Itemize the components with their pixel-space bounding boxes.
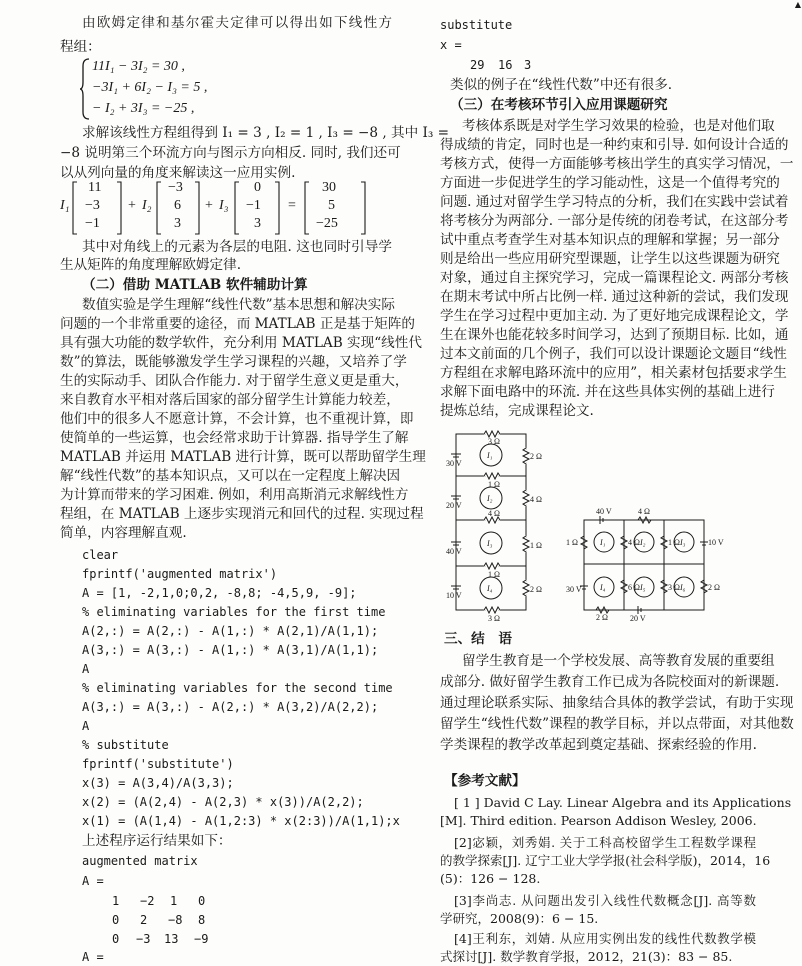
resistor-label: 3 Ω xyxy=(488,614,500,622)
voltage-label: 40 V xyxy=(446,547,462,556)
reference-line: 的教学探索[J]. 辽宁工业大学学报(社会科学版)，2014，16 xyxy=(440,853,771,868)
voltage-label: 20 V xyxy=(446,501,462,510)
left-brace xyxy=(80,58,90,120)
code-line: A xyxy=(82,719,90,733)
reference-line: [4]王利东，刘婧. 从应用实例出发的线性代数教学模 xyxy=(454,931,756,946)
resistor-label: 1 Ω xyxy=(530,541,542,550)
equals-sign: = xyxy=(288,198,296,213)
vector-cell: 6 xyxy=(174,198,181,213)
code-line: x(2) = (A(2,4) - A(2,3) * x(3))/A(2,2); xyxy=(82,795,364,809)
vector-cell: −25 xyxy=(316,216,338,231)
output-label: A = xyxy=(82,874,104,888)
coef-i3: I₃ xyxy=(219,198,229,213)
voltage-label: 30 V xyxy=(446,459,462,468)
resistor-label: 1 Ω xyxy=(488,480,500,489)
voltage-label: 40 V xyxy=(596,507,612,516)
loop-current-label: I₁ xyxy=(600,538,606,547)
resistor-label: 6 Ω xyxy=(628,583,640,592)
coef-i2: I₂ xyxy=(142,198,152,213)
loop-current-label: I₂ xyxy=(487,494,493,503)
paragraph-line: 过本文前面的几个例子，我们可以设计课题论文题目“线性 xyxy=(440,346,787,362)
paragraph-line: 考核体系既是对学生学习效果的检验，也是对他们取 xyxy=(462,118,775,134)
code-line: x(3) = A(3,4)/A(3,3); xyxy=(82,776,234,790)
output-label: augmented matrix xyxy=(82,854,198,868)
voltage-label: 20 V xyxy=(630,614,646,622)
paragraph-line: 方程组在求解电路环流中的应用”，相关素材包括要求学生 xyxy=(440,365,787,381)
resistor-label: 2 Ω xyxy=(708,583,720,592)
paragraph-line: 留学生教育是一个学校发展、高等教育发展的重要组 xyxy=(462,653,775,669)
paragraph-line: 则是给出一些应用研究型课题，让学生以这些课题为研究 xyxy=(440,251,780,267)
voltage-label: 30 V xyxy=(566,585,582,594)
code-line: A(2,:) = A(2,:) - A(1,:) * A(2,1)/A(1,1); xyxy=(82,624,379,638)
circuit-diagram-ladder xyxy=(446,426,550,622)
matrix-cell: 8 xyxy=(198,913,206,927)
paragraph-line: 来自教育水平相对落后国家的部分留学生计算能力较差， xyxy=(60,392,400,408)
section-heading: （三）在考核环节引入应用课题研究 xyxy=(450,97,668,113)
voltage-label: 10 V xyxy=(446,591,462,600)
x-value: 29 xyxy=(470,58,485,72)
resistor-label: 4 Ω xyxy=(530,495,542,504)
matrix-cell: 0 xyxy=(112,932,120,946)
vector-cell: 5 xyxy=(328,198,335,213)
paragraph-line: 生的实际动手、团队合作能力. 对于留学生意义更是重大， xyxy=(60,373,409,389)
resistor-label: 1 Ω xyxy=(668,538,680,547)
paragraph-line: 求解下面电路中的环流. 并在这些具体实例的基础上进行 xyxy=(440,384,775,400)
resistor-label: 4 Ω xyxy=(488,509,500,518)
loop-current-label: I₂ xyxy=(640,538,646,547)
code-line: x(1) = (A(1,4) - A(1,2:3) * x(2:3))/A(1,1);x xyxy=(82,814,400,828)
paragraph-line: 得成绩的肯定，同时也是一种约束和引导. 如何设计合适的 xyxy=(440,137,789,153)
vector-equation: I₁ 11 −3 −1 + I₂ −3 6 3 + I₃ 0 −1 3 = 30 5 −25 xyxy=(60,180,392,236)
circuit-diagram-grid xyxy=(566,506,726,622)
paragraph-line: 为计算而带来的学习困难. 例如，利用高斯消元求解线性方 xyxy=(60,487,409,503)
resistor-label: 3 Ω xyxy=(668,583,680,592)
vertical-scrollbar[interactable] xyxy=(794,0,802,966)
equation-3: − I₂ + 3I₃ = −25 , xyxy=(92,101,195,116)
code-line: A = [1, -2,1,0;0,2, -8,8; -4,5,9, -9]; xyxy=(82,586,357,600)
references-title: 【参考文献】 xyxy=(444,773,526,789)
matrix-cell: 2 xyxy=(140,913,148,927)
resistor-label: 3 Ω xyxy=(488,437,500,446)
vector-cell: −3 xyxy=(168,180,183,195)
resistor-label: 4 Ω xyxy=(628,538,640,547)
resistor-label: 2 Ω xyxy=(596,613,608,622)
paragraph-line: 考核方式，使得一方面能够考核出学生的真实学习情况，一 xyxy=(440,156,794,172)
reference-line: 学研究，2008(9)：6 − 15. xyxy=(440,911,599,926)
reference-line: [2]宓颖，刘秀娟. 关于工科高校留学生工程数学课程 xyxy=(454,835,756,850)
paragraph-line: 简单，内容理解直观. xyxy=(60,525,187,541)
equation-1: 11I₁ − 3I₂ = 30 , xyxy=(92,59,185,74)
code-line: fprintf('augmented matrix') xyxy=(82,567,278,581)
code-line: % substitute xyxy=(82,738,169,752)
loop-current-label: I₄ xyxy=(487,584,493,593)
section-heading: 三、结 语 xyxy=(444,631,512,647)
code-line: A xyxy=(82,662,90,676)
resistor-label: 1 Ω xyxy=(488,570,500,579)
reference-line: [3]李尚志. 从问题出发引入线性代数概念[J]. 高等数 xyxy=(454,893,756,908)
paragraph-line: 以从列向量的角度来解读这一应用实例. xyxy=(60,165,296,181)
resistor-label: 2 Ω xyxy=(530,585,542,594)
matrix-cell: −8 xyxy=(168,913,183,927)
paragraph-line: 解“线性代数”的基本知识点，又可以在一定程度上解决因 xyxy=(60,468,401,484)
paragraph-line: 程组，在 MATLAB 上逐步实现消元和回代的过程. 实现过程 xyxy=(60,506,424,522)
matrix-cell: 13 xyxy=(164,932,179,946)
paragraph-line: 数”的算法，既能够激发学生学习课程的兴趣，又培养了学 xyxy=(60,354,407,370)
paragraph-line: 方面进一步促进学生的学习能动性，这是一个值得考究的 xyxy=(440,175,780,191)
loop-current-label: I₃ xyxy=(487,539,493,548)
paragraph-line: 对象，通过自主探究学习，完成一篇课程论文. 两部分考核 xyxy=(440,270,789,286)
equation-system xyxy=(80,58,280,120)
vector-cell: 3 xyxy=(254,216,261,231)
output-label: substitute xyxy=(440,18,513,32)
code-line: % eliminating variables for the first time xyxy=(82,605,386,619)
reference-line: [M]. Third edition. Pearson Addison Wesley, 2006. xyxy=(440,813,757,828)
coef-i1: I₁ xyxy=(60,198,70,213)
paragraph-line: 类似的例子在“线性代数”中还有很多. xyxy=(450,77,673,93)
vector-cell: 30 xyxy=(322,180,336,195)
code-line: clear xyxy=(82,548,119,562)
scroll-up-arrow-icon[interactable]: ▲ xyxy=(794,0,801,9)
vector-cell: 0 xyxy=(254,180,261,195)
paragraph-line: 其中对角线上的元素为各层的电阻. 这也同时引导学 xyxy=(82,239,392,255)
paragraph-line: 将考核分为两部分. 一部分是传统的闭卷考试，在这部分考 xyxy=(440,213,789,229)
matrix-cell: 1 xyxy=(170,894,178,908)
paragraph-line: 他们中的很多人不愿意计算，不会计算，也不重视计算，即 xyxy=(60,411,414,427)
paragraph-line: 生从矩阵的角度理解欧姆定律. xyxy=(60,257,242,273)
equation-2: −3I₁ + 6I₂ − I₃ = 5 , xyxy=(92,80,208,95)
paragraph-line: 成部分. 做好留学生教育工作已成为各院校面对的新课题. xyxy=(440,674,780,690)
matrix-cell: 1 xyxy=(112,894,120,908)
output-label: A = xyxy=(82,950,104,964)
matrix-cell: 0 xyxy=(112,913,120,927)
paragraph-line: 留学生“线性代数”课程的教学目标，并以点带面，对其他数 xyxy=(440,716,794,732)
loop-current-label: I₃ xyxy=(680,538,686,547)
reference-line: (5)：126 − 128. xyxy=(440,871,541,886)
vector-cell: −3 xyxy=(85,198,100,213)
voltage-label: 10 V xyxy=(708,538,724,547)
vector-cell: 11 xyxy=(88,180,102,195)
code-line: A(3,:) = A(3,:) - A(1,:) * A(3,1)/A(1,1); xyxy=(82,643,379,657)
paragraph-line: 在期末考试中所占比例一样. 通过这种新的尝试，我们发现 xyxy=(440,289,789,305)
paragraph-line: 数值实验是学生理解“线性代数”基本思想和解决实际 xyxy=(82,297,395,313)
code-line: % eliminating variables for the second time xyxy=(82,681,393,695)
code-line: fprintf('substitute') xyxy=(82,757,234,771)
paragraph-line: 提炼总结，完成课程论文. xyxy=(440,403,594,419)
paragraph-line: 具有强大功能的数学软件，充分利用 MATLAB 实现“线性代 xyxy=(60,335,422,351)
x-value: 16 xyxy=(498,58,513,72)
paragraph-line: 由欧姆定律和基尔霍夫定律可以得出如下线性方 xyxy=(82,15,392,31)
paragraph-line: 学生在学习过程中更加主动. 为了更好地完成课程论文，学 xyxy=(440,308,789,324)
paragraph-line: 问题. 通过对留学生学习特点的分析，我们在实践中尝试着 xyxy=(440,194,789,210)
loop-current-label: I₆ xyxy=(680,583,686,592)
paragraph-line: 程组： xyxy=(60,39,101,55)
vector-cell: −1 xyxy=(85,216,100,231)
reference-line: 式探讨[J]. 数学教育学报，2012，21(3)：83 − 85. xyxy=(440,949,733,964)
paragraph-line: MATLAB 并运用 MATLAB 进行计算，既可以帮助留学生理 xyxy=(60,449,426,465)
x-value: 3 xyxy=(524,58,532,72)
loop-current-label: I₅ xyxy=(640,583,646,592)
paragraph-line: −8 说明第三个环流方向与图示方向相反. 同时, 我们还可 xyxy=(60,145,401,161)
section-heading: （二）借助 MATLAB 软件辅助计算 xyxy=(82,277,308,293)
paragraph-line: 通过理论联系实际、抽象结合具体的教学尝试，有助于实现 xyxy=(440,695,794,711)
paragraph-line: 生在课外也能花较多时间学习，达到了预期目标. 比如，通 xyxy=(440,327,789,343)
matrix-cell: −9 xyxy=(194,932,209,946)
resistor-label: 2 Ω xyxy=(530,452,542,461)
output-label: x = xyxy=(440,38,462,52)
resistor-label: 4 Ω xyxy=(638,507,650,516)
vector-cell: −1 xyxy=(246,198,261,213)
reference-line: [ 1 ] David C Lay. Linear Algebra and its Applications xyxy=(454,795,792,810)
paragraph-line: 问题的一个非常重要的途径，而 MATLAB 正是基于矩阵的 xyxy=(60,316,416,332)
vector-cell: 3 xyxy=(174,216,181,231)
paragraph-line: 试中重点考查学生对基本知识点的理解和掌握；另一部分 xyxy=(440,232,780,248)
paragraph-line: 上述程序运行结果如下： xyxy=(82,833,232,849)
loop-current-label: I₁ xyxy=(487,451,493,460)
matrix-cell: −2 xyxy=(140,894,155,908)
paragraph-line: 使简单的一些运算，也会经常求助于计算器. 指导学生了解 xyxy=(60,430,409,446)
loop-current-label: I₄ xyxy=(600,583,606,592)
code-line: A(3,:) = A(3,:) - A(2,:) * A(3,2)/A(2,2); xyxy=(82,700,379,714)
matrix-cell: 0 xyxy=(198,894,206,908)
matrix-cell: −3 xyxy=(136,932,151,946)
resistor-label: 1 Ω xyxy=(566,538,578,547)
paragraph-line: 求解该线性方程组得到 I₁ = 3 , I₂ = 1 , I₃ = −8 , 其中 I₃ = xyxy=(82,125,450,141)
paragraph-line: 学类课程的教学改革起到奠定基础、探索经验的作用. xyxy=(440,737,757,753)
